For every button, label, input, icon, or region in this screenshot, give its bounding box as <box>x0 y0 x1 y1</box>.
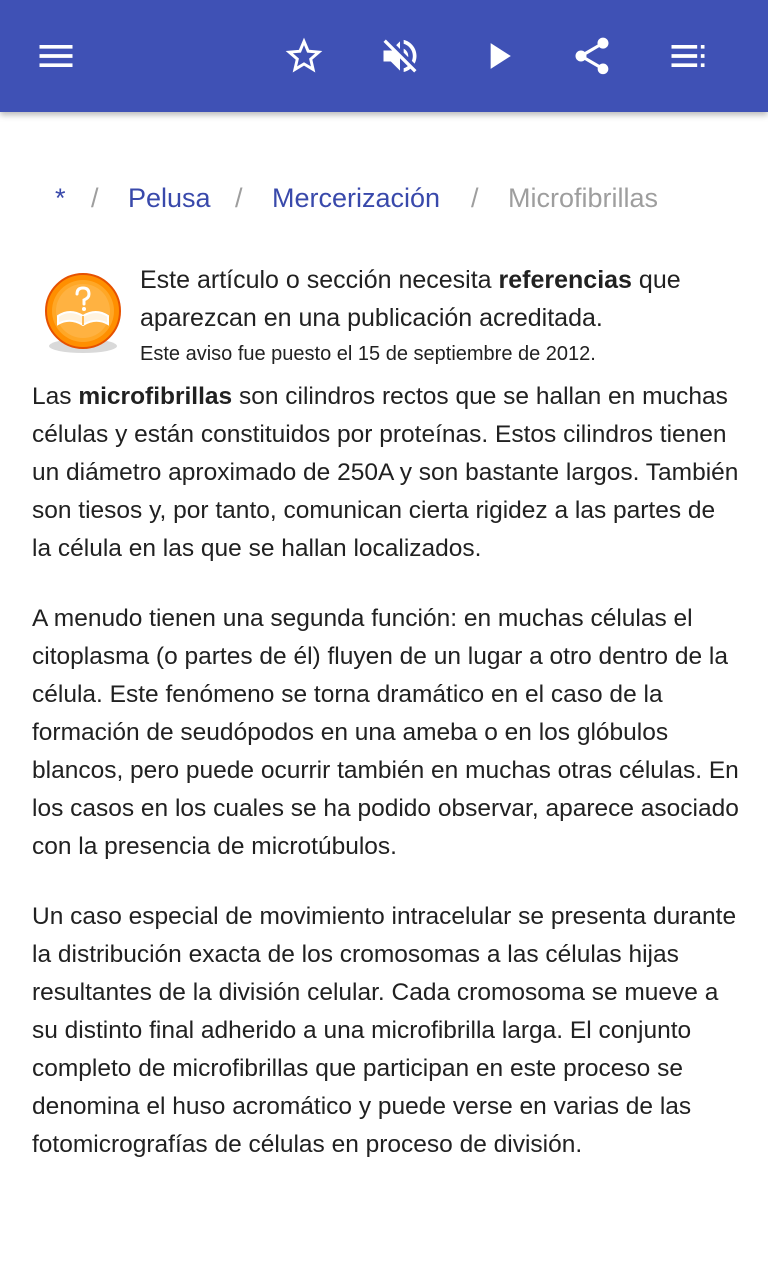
menu-button[interactable] <box>28 28 84 84</box>
breadcrumb-separator: / <box>235 183 243 213</box>
breadcrumb-item-mercerizacion[interactable]: Mercerización <box>272 183 441 213</box>
mute-button[interactable] <box>372 28 428 84</box>
breadcrumb-separator: / <box>91 183 99 213</box>
play-icon <box>476 34 520 78</box>
notice-date: Este aviso fue puesto el 15 de septiembre de 2012. <box>140 343 596 365</box>
play-button[interactable] <box>470 28 526 84</box>
references-notice <box>140 261 740 369</box>
article-body <box>32 378 740 1196</box>
volume-off-icon <box>378 34 422 78</box>
contents-button[interactable] <box>660 28 716 84</box>
article-paragraph: A menudo tienen una segunda función: en muchas células el citoplasma (o partes de él) fluyen de un lugar a otro dentro de la célula. Este fenómeno se torna dramático en el caso de la formación de seudópodos en una ameba o en los glóbulos blancos, pero puede ocurrir también en muchas otras células. En los casos en los cuales se ha podido observar, aparece asociado con la presencia de microtúbulos. <box>32 605 739 860</box>
list-icon <box>666 34 710 78</box>
app-toolbar <box>0 0 768 112</box>
article-paragraph: Un caso especial de movimiento intracelular se presenta durante la distribución exacta de los cromosomas a las células hijas resultantes de la división celular. Cada cromosoma se mueve a su distinto final adherido a una microfibrilla larga. El conjunto completo de microfibrillas que participan en este proceso se denomina el huso acromático y puede verse en varias de las fotomicrografías de células en proceso de división. <box>32 903 737 1158</box>
breadcrumb-home[interactable]: * <box>55 183 66 213</box>
breadcrumb <box>0 178 768 222</box>
book-question-icon <box>42 270 124 356</box>
breadcrumb-separator: / <box>471 183 479 213</box>
star-icon <box>282 34 326 78</box>
share-button[interactable] <box>564 28 620 84</box>
bookmark-button[interactable] <box>276 28 332 84</box>
breadcrumb-item-pelusa[interactable]: Pelusa <box>128 183 211 213</box>
menu-icon <box>34 34 78 78</box>
breadcrumb-current: Microfibrillas <box>508 183 659 213</box>
article-paragraph: Las microfibrillas son cilindros rectos que se hallan en muchas células y están constituidos por proteínas. Estos cilindros tienen un diámetro aproximado de 250A y son bastante largos. También son tiesos y, por tanto, comunican cierta rigidez a las partes de la célula en las que se hallan localizados. <box>32 383 739 562</box>
notice-text: Este artículo o sección necesita referencias que aparezcan en una publicación acreditada. <box>140 266 681 332</box>
share-icon <box>570 34 614 78</box>
